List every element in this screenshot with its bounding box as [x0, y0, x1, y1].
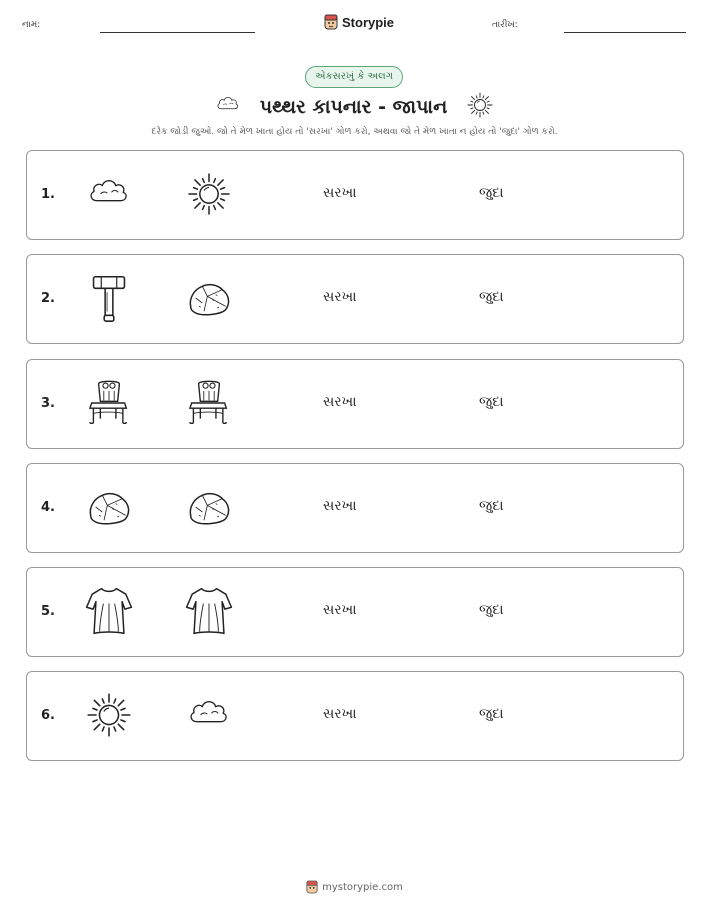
different-option[interactable]: જુદા [479, 185, 504, 201]
rock-icon [184, 482, 234, 536]
sun-icon [184, 169, 234, 223]
question-number: 2. [41, 291, 55, 306]
footer-url[interactable]: mystorypie.com [322, 881, 403, 893]
left-picture [83, 380, 135, 430]
question-row [26, 359, 684, 449]
same-option[interactable]: સરખા [323, 498, 357, 514]
question-number: 4. [41, 500, 55, 515]
date-line[interactable] [564, 32, 686, 33]
different-option[interactable]: જુદા [479, 289, 504, 305]
page-title: પથ્થર કાપનાર - જાપાન [259, 96, 448, 118]
chair-icon [183, 377, 235, 433]
left-picture [83, 588, 135, 638]
brand-name: Storypie [342, 14, 395, 30]
robe-icon [181, 583, 237, 643]
sun-icon [465, 90, 495, 124]
right-picture [183, 380, 235, 430]
right-picture [183, 171, 235, 221]
storypie-mascot-icon [306, 880, 318, 894]
chair-icon [83, 377, 135, 433]
same-option[interactable]: સરખા [323, 706, 357, 722]
title-bar [0, 90, 709, 124]
different-option[interactable]: જુદા [479, 394, 504, 410]
rock-icon [184, 273, 234, 327]
question-number: 5. [41, 604, 55, 619]
question-number: 1. [41, 187, 55, 202]
storypie-mascot-icon [324, 14, 338, 30]
question-row [26, 254, 684, 344]
cloud-icon [184, 690, 234, 744]
question-row [26, 150, 684, 240]
question-number: 3. [41, 396, 55, 411]
same-option[interactable]: સરખા [323, 394, 357, 410]
rock-icon [84, 482, 134, 536]
right-picture [183, 692, 235, 742]
instructions: દરેક જોડી જુઓ. જો તે મેળ ખાતા હોય તો 'સરખા' ગોળ કરો, અથવા જો તે મેળ ખાતા ન હોય તો 'જુદા' ગોળ કરો. [151, 127, 558, 137]
question-number: 6. [41, 708, 55, 723]
question-row [26, 463, 684, 553]
left-picture [83, 484, 135, 534]
question-row [26, 671, 684, 761]
different-option[interactable]: જુદા [479, 706, 504, 722]
right-picture [183, 484, 235, 534]
cloud-icon [84, 169, 134, 223]
question-row [26, 567, 684, 657]
left-picture [83, 692, 135, 742]
different-option[interactable]: જુદા [479, 602, 504, 618]
right-picture [183, 588, 235, 638]
brand-logo [324, 14, 394, 30]
right-picture [183, 275, 235, 325]
hammer-icon [80, 269, 138, 331]
same-option[interactable]: સરખા [323, 185, 357, 201]
sun-icon [83, 689, 135, 745]
different-option[interactable]: જુદા [479, 498, 504, 514]
left-picture [83, 171, 135, 221]
name-line[interactable] [100, 32, 255, 33]
robe-icon [81, 583, 137, 643]
name-label: નામ: [22, 20, 41, 30]
same-option[interactable]: સરખા [323, 602, 357, 618]
same-option[interactable]: સરખા [323, 289, 357, 305]
left-picture [83, 275, 135, 325]
date-label: તારીખ: [492, 20, 518, 30]
worksheet-type-badge: એકસરખું કે અલગ [305, 66, 403, 88]
footer [0, 880, 709, 894]
cloud-icon [214, 91, 242, 123]
